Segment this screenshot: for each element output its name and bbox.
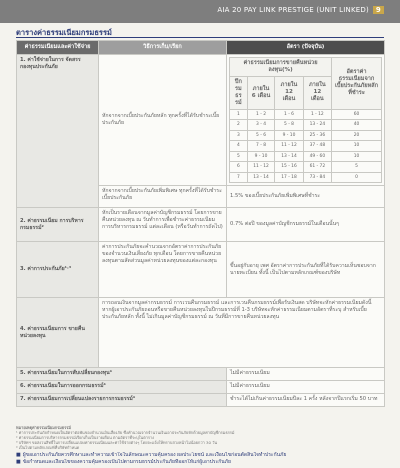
fee-table-header — [17, 41, 385, 55]
fee-row-6 — [17, 381, 385, 394]
fee-method-1b: หักจากจากเบี้ยประกันภัยเพิ่มพิเศษ ทุกครั้งที่ได้รับชำระเบี้ยประกันภัย — [99, 186, 227, 208]
fee-method-4: การถอนเงินจากมูลค่ากรมธรรม์ การเวนคืนกรมธรรม์ และการเวนคืนกรมธรรม์เพื่อรับเงินสด บริษัทจะหักค่าธรรมเนียมดังนี้ หากผู้เอาประกันภัยถอนหรือขายคืนหน่วยลงทุนในปีกรมธรรม์ที่ 1-3 บริษัทจะหักค่าธรรมเนียมตามอัตราที่ระบุ สำหรับเบี้ยประกันภัยหลัก ทั้งนี้ ไม่เกินมูลค่าบัญชีกรมธรรม์ ณ วันที่มีการขายคืนหน่วยลงทุน — [99, 298, 385, 368]
mini-col-year: ปีกรมธรรม์ — [230, 76, 248, 109]
fee-name-6: 6. ค่าธรรมเนียมในการออกกรมธรรม์⁴ — [17, 381, 227, 394]
disclaimer-bullets — [16, 452, 384, 467]
mini-col-b2: ภายใน 12 เดือน — [303, 76, 331, 109]
mini-table-cell: 10 — [332, 141, 382, 152]
fee-rate-3: ขึ้นอยู่กับอายุ เพศ อัตราค่าการประกันภัยที่ได้รับความเห็นชอบจากนายทะเบียน ทั้งนี้ เป็นไปตามหลักเกณฑ์ของบริษัท — [227, 242, 385, 298]
mini-table-cell: 9 - 10 — [247, 151, 275, 162]
mini-table-cell: 11 - 12 — [247, 162, 275, 173]
mini-table-cell: 0 — [332, 172, 382, 183]
mini-table-cell: 3 — [230, 130, 248, 141]
top-header-bar — [0, 0, 400, 23]
mini-table-cell: 7 - 8 — [247, 141, 275, 152]
fee-row-1a — [17, 55, 385, 186]
mini-table-cell: 11 - 12 — [275, 141, 303, 152]
mini-table-row — [230, 141, 382, 152]
mini-table-row — [230, 151, 382, 162]
footnote-line: หมายเหตุค่าธรรมเนียมกรมธรรม์ — [16, 425, 71, 430]
mini-table-cell: 13 - 14 — [275, 151, 303, 162]
fee-method-3: ค่าการประกันภัยจะคำนวณจากอัตราค่าการประกันภัย ของจำนวนเงินเสี่ยงภัย ทุกเดือน โดยการขายคืนหน่วยลงทุนตามสัดส่วนมูลค่าหน่วยลงทุนของแต่ละกองทุน — [99, 242, 227, 298]
col-header-method: วิธีการเก็บ/เรียก — [99, 41, 227, 55]
fee-row-5 — [17, 368, 385, 381]
fee-table — [16, 40, 385, 407]
bullet-item — [16, 459, 384, 466]
mini-table-cell: 3 - 4 — [247, 120, 275, 131]
mini-table-row — [230, 109, 382, 120]
fee-name-1: 1. ค่าใช้จ่ายในการ จัดสรรกองทุนประกันภัย — [17, 55, 99, 208]
mini-table-cell: 6 — [230, 162, 248, 173]
fee-name-3: 3. ค่าการประกันภัย¹·³ — [17, 242, 99, 298]
fee-method-1a: หักจากจากเบี้ยประกันภัยหลัก ทุกครั้งที่ได้รับชำระเบี้ยประกันภัย — [99, 55, 227, 186]
fee-rate-2: 0.7% ต่อปี ของมูลค่าบัญชีกรมธรรม์ในเดือนนั้นๆ — [227, 208, 385, 242]
footnote-line: ² ค่าธรรมเนียมการบริหารกรมธรรม์เรียกเก็บเป็นรายเดือน ตามอัตราที่ระบุในตาราง — [16, 435, 155, 441]
mini-col-rate: อัตราค่าธรรมเนียมจากเบี้ยประกันภัยหลักที่ชำระ — [332, 58, 382, 110]
bullet-text: ข้อกำหนดและเงื่อนไขของความคุ้มครองเป็นไปตามกรมธรรม์ประกันภัยที่ออกให้แก่ผู้เอาประกันภัย — [22, 459, 231, 466]
fee-rate-1b: 1.5% ของเบี้ยประกันภัยเพิ่มพิเศษที่ชำระ — [227, 186, 385, 208]
mini-table-row — [230, 120, 382, 131]
fee-row-7 — [17, 394, 385, 407]
col-header-rate: อัตรา (ปัจจุบัน) — [227, 41, 385, 55]
bullet-text: ผู้ขอเอาประกันภัยควรศึกษาและทำความเข้าใจในลักษณะความคุ้มครอง ผลประโยชน์ และเงื่อนไขก่อนตัดสินใจทำประกันภัย — [22, 452, 287, 458]
footnote-line: ⁴ เป็นไปตามหลักเกณฑ์ที่บริษัทกำหนด — [16, 445, 80, 451]
mini-col-a: ภายใน 6 เดือน — [247, 76, 275, 109]
fee-row-3 — [17, 242, 385, 298]
mini-table-cell: 13 - 24 — [303, 120, 331, 131]
page-number: 9 — [373, 6, 384, 14]
fee-rate-5: ไม่มีค่าธรรมเนียม — [227, 368, 385, 381]
mini-table-row — [230, 162, 382, 173]
mini-table-cell: 37 - 48 — [303, 141, 331, 152]
fee-row-2 — [17, 208, 385, 242]
fee-method-2: หักเป็นรายเดือนจากมูลค่าบัญชีกรมธรรม์ โดยการขายคืนหน่วยลงทุน ณ วันทำการเพื่อชำระค่าธรรมเนียมการบริหารกรมธรรม์ แต่ละเดือน (หรือวันทำการถัดไป) — [99, 208, 227, 242]
mini-table-cell: 1 — [230, 109, 248, 120]
allocation-charge-table — [229, 57, 382, 183]
footnotes — [16, 425, 384, 450]
mini-table-cell: 1 - 6 — [275, 109, 303, 120]
title-underline — [16, 37, 384, 38]
mini-table-row — [230, 130, 382, 141]
mini-table-cell: 13 - 14 — [247, 172, 275, 183]
mini-table-row — [230, 172, 382, 183]
mini-table-cell: 5 — [230, 151, 248, 162]
mini-table-cell: 40 — [332, 120, 382, 131]
mini-group-header: ค่าธรรมเนียมการขายคืนหน่วยลงทุน(%) — [230, 58, 332, 77]
fee-row-4 — [17, 298, 385, 368]
page-title: ตารางค่าธรรมเนียมกรมธรรม์ — [16, 28, 112, 37]
product-header — [217, 6, 384, 14]
surrender-rate-table-cell — [227, 55, 385, 186]
mini-table-cell: 5 - 8 — [275, 120, 303, 131]
footnote-line: ³ บริษัทฯ ขอสงวนสิทธิ์ในการเปลี่ยนแปลงค่าธรรมเนียมและค่าใช้จ่ายต่างๆ โดยจะแจ้งให้ทราบล่วงหน้าไม่น้อยกว่า 30 วัน — [16, 440, 218, 446]
mini-table-cell: 49 - 60 — [303, 151, 331, 162]
bullet-item — [16, 452, 384, 459]
fee-rate-6: ไม่มีค่าธรรมเนียม — [227, 381, 385, 394]
mini-table-cell: 7 — [230, 172, 248, 183]
mini-table-cell: 9 - 10 — [275, 130, 303, 141]
mini-table-cell: 60 — [332, 109, 382, 120]
mini-table-cell: 1 - 2 — [247, 109, 275, 120]
mini-table-cell: 1 - 12 — [303, 109, 331, 120]
fee-rate-7: ชำระได้ไม่เกินค่าธรรมเนียมปีละ 1 ครั้ง หลังจากปีแรกเริ่ม 50 บาท — [227, 394, 385, 407]
mini-table-cell: 2 — [230, 120, 248, 131]
fee-name-7: 7. ค่าธรรมเนียมการเปลี่ยนแปลงรายการกรมธรรม์⁴ — [17, 394, 227, 407]
fee-name-4: 4. ค่าธรรมเนียมการ ขายคืนหน่วยลงทุน — [17, 298, 99, 368]
mini-table-cell: 20 — [332, 130, 382, 141]
mini-table-cell: 15 - 16 — [275, 162, 303, 173]
product-name: AIA 20 PAY LINK PRESTIGE (UNIT LINKED) — [217, 6, 369, 14]
fee-name-5: 5. ค่าธรรมเนียมในการสับเปลี่ยนกองทุน⁴ — [17, 368, 227, 381]
mini-table-cell: 4 — [230, 141, 248, 152]
mini-table-cell: 5 — [332, 162, 382, 173]
mini-table-cell: 61 - 72 — [303, 162, 331, 173]
bullet-icon: ■ — [16, 452, 21, 458]
mini-table-cell: 17 - 18 — [275, 172, 303, 183]
mini-col-b: ภายใน 12 เดือน — [275, 76, 303, 109]
footnote-line: ¹ ค่าการประกันภัยกำหนดเป็นอัตราต่อพันของจำนวนเงินเสี่ยงภัย ซึ่งคำนวณจากจำนวนเงินเอาประกันภัยหักด้วยมูลค่าบัญชีกรมธรรม์ — [16, 430, 235, 436]
mini-table-cell: 25 - 36 — [303, 130, 331, 141]
col-header-fee: ค่าธรรมเนียมและค่าใช้จ่าย — [17, 41, 99, 55]
fee-name-2: 2. ค่าธรรมเนียม การบริหารกรมธรรม์² — [17, 208, 99, 242]
bullet-icon: ■ — [16, 459, 21, 466]
mini-table-cell: 5 - 6 — [247, 130, 275, 141]
mini-table-cell: 10 — [332, 151, 382, 162]
mini-table-cell: 73 - 84 — [303, 172, 331, 183]
